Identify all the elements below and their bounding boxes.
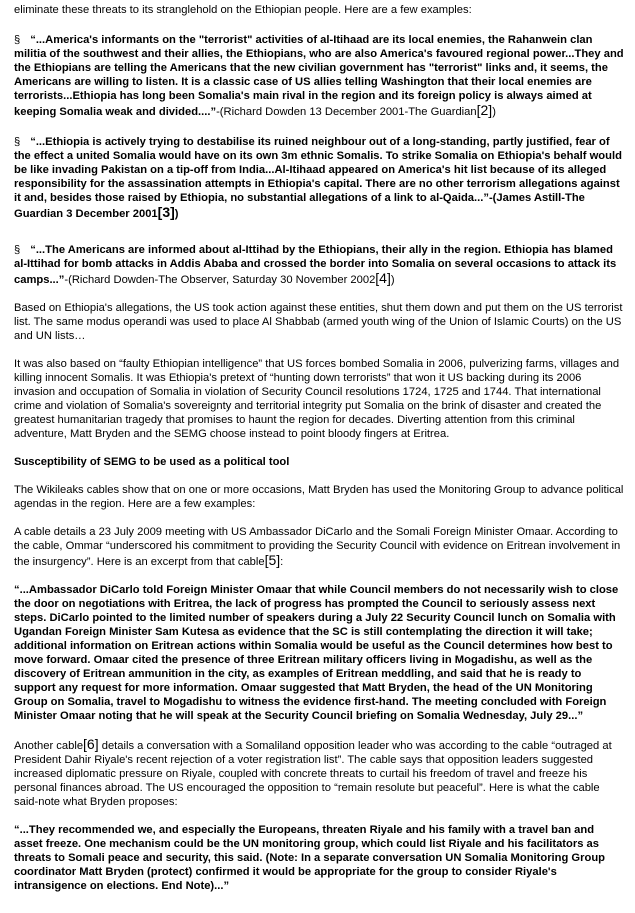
quote-3-citation: -(Richard Dowden-The Observer, Saturday 30 November 2002 [64, 274, 376, 286]
quote-dicarlo-excerpt: “...Ambassador DiCarlo told Foreign Minister Omaar that while Council members do not necessarily wish to close the door on negotiations with Eritrea, the lack of progress has prompted the Council to seriously assess next steps. DiCarlo pointed to the limited number of speakers during a July 22 Security Council lunch on Somalia with Ugandan Foreign Minister Sam Kutesa as evidence that the SC is still contemplating the direction it will take; additional information on Eritrean actions within Somalia would be useful as the Council determines how best to move forward. Omaar cited the presence of three Eritrean military officers living in Mogadishu, as well as the discovery of Eritrean ammunition in the city, as examples of Eritrean meddling, and said that he is ready to support any request for more information. Omaar suggested that Matt Bryden, the head of the UN Monitoring Group on Somalia, travel to Mogadishu to witness the evidence first-hand. The meeting concluded with Foreign Minister Omaar noting that he will speak at the Security Council briefing on Somalia Wednesday, July 29...” [14, 584, 619, 722]
quote-3-text: “...The Americans are informed about al-Ittihad by the Ethiopians, their ally in the region. Ethiopia has blamed al-Ittihad for bomb attacks in Addis Ababa and crossed the border into Somalia on several occasions to attack its camps...” [14, 244, 617, 286]
quote-2-text: “...Ethiopia is actively trying to destabilise its ruined neighbour out of a long-standing, partly justified, fear of the effect a united Somalia would have on its own 3m ethnic Somalis. To strike Somalia on Ethiopia's behalf would be like invading Pakistan on a tip-off from India...Al-Itihaad appeared on America's hit list because of its alleged responsibility for the assassination attempts in Ethiopia's capital. There are no other terrorism allegations against it and, besides those raised by Ethiopia, no substantial allegations of a link to al-Qaida...”-(James Astill-The Guardian 3 December 2001 [14, 136, 622, 220]
quote-block-1 [14, 33, 625, 119]
quote-riyale-excerpt: “...They recommended we, and especially the Europeans, threaten Riyale and his family with a travel ban and asset freeze. One mechanism could be the UN monitoring group, which could list Riyale and his facilitators as threats to Somali peace and security, this said. (Note: In a separate conversation UN Somalia Monitoring Group coordinator Matt Bryden (protect) confirmed it would be appropriate for the group to consider Riyale's intransigence on elections. End Note)...” [14, 824, 605, 892]
footnote-link-3[interactable]: [3] [157, 204, 175, 220]
intro-text: eliminate these threats to its stranglehold on the Ethiopian people. Here are a few examples: [14, 4, 472, 16]
paragraph-somaliland-text: details a conversation with a Somaliland opposition leader who was according to the cable “outraged at President Dahir Riyale's recent rejection of a voter registration list”. The cable says that opposition leaders suggested increased diplomatic pressure on Riyale, coupled with concrete threats to curtail his freedom of travel and freeze his personal finances abroad. The US encouraged the opposition to “remain resolute but peaceful”. Here is what the cable said-note what Bryden proposes: [14, 740, 612, 808]
footnote-link-6[interactable]: [6] [83, 736, 99, 752]
section-heading: Susceptibility of SEMG to be used as a political tool [14, 456, 290, 468]
quote-3-tail: ) [390, 274, 395, 286]
footnote-link-5[interactable]: [5] [264, 552, 281, 568]
paragraph-somaliland-lead: Another cable [14, 740, 84, 752]
paragraph-dicarlo-cable [14, 525, 625, 569]
quote-2-tail: ) [174, 208, 179, 220]
quote-block-2 [14, 135, 625, 221]
paragraph-faulty-intelligence: It was also based on “faulty Ethiopian intelligence” that US forces bombed Somalia in 2006, pulverizing farms, villages and killing innocent Somalis. It was Ethiopia's pretext of “hunting down terrorists” that won it US backing during its 2006 invasion and occupation of Somalia in violation of Security Council resolutions 1724, 1725 and 1744. That international crime and violation of Somalia's sovereignty and territorial integrity put Somalia on the brink of disaster and created the greatest humanitarian tragedy that promises to haunt the region for decades. Diverting attention from this criminal adventure, Matt Bryden and the SEMG choose instead to point bloody fingers at Eritrea. [14, 358, 620, 440]
quote-1-tail: ) [492, 106, 496, 118]
footnote-link-4[interactable]: [4] [375, 270, 391, 286]
paragraph-somaliland-cable [14, 737, 625, 809]
paragraph-dicarlo-text: A cable details a 23 July 2009 meeting with US Ambassador DiCarlo and the Somali Foreign Minister Omaar. According to the cable, Ommar “underscored his commitment to providing the Security Council with evidence on Eritrean involvement in the insurgency”. Here is an excerpt from that cable [14, 526, 621, 568]
paragraph-dicarlo-tail: : [280, 556, 284, 568]
footnote-link-2[interactable]: [2] [476, 102, 493, 118]
quote-block-3 [14, 243, 625, 287]
quote-1-text: “...America's informants on the "terrorist" activities of al-Itihaad are its local enemies, the Rahanwein clan militia of the southwest and their allies, the Ethiopians, who are also America's favoured regional power...They and the Ethiopians are telling the Americans that the new civilian government has "terrorist" links and, it seems, the Americans are willing to listen. It is a classic case of US allies telling Washington that their local enemies are terrorists...Ethiopia has long been Somalia's main rival in the region and its foreign policy is always aimed at keeping Somalia weak and divided....” [14, 34, 624, 118]
paragraph-us-action: Based on Ethiopia's allegations, the US took action against these entities, shut them down and put them on the US terrorist list. The same modus operandi was used to place Al Shabbab (armed youth wing of the Union of Islamic Courts) on the US and UN lists… [14, 302, 623, 342]
section-symbol: § [14, 244, 21, 256]
quote-1-citation: -(Richard Dowden 13 December 2001-The Guardian [216, 106, 477, 118]
section-symbol: § [14, 34, 21, 46]
section-symbol: § [14, 136, 21, 148]
paragraph-wikileaks: The Wikileaks cables show that on one or more occasions, Matt Bryden has used the Monitoring Group to advance political agendas in the region. Here are a few examples: [14, 484, 624, 510]
